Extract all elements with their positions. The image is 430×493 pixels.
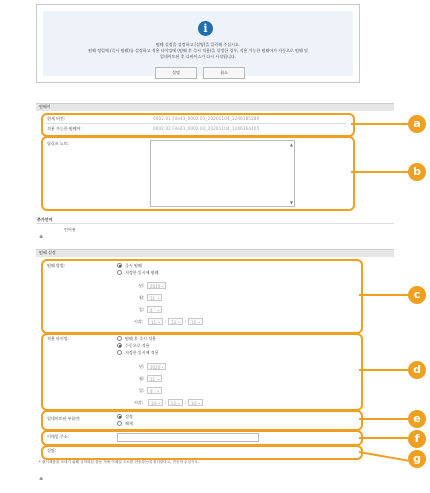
schedule-month-select[interactable]: 11 ⌄	[147, 294, 162, 301]
info-icon: i	[198, 21, 213, 36]
email-label: 이메일 주소:	[47, 434, 69, 439]
notice-panel	[36, 4, 360, 83]
update-notification-label: 업데이트된 부품만:	[47, 416, 81, 421]
callout-f: f	[408, 430, 426, 448]
callout-e: e	[408, 410, 426, 428]
update-on-radio[interactable]	[117, 414, 122, 419]
leader-line-d	[359, 369, 409, 371]
distribution-section-title: 펌웨 설정	[39, 250, 56, 255]
schedule-scheduled-label: 지정한 일시에 펌웨	[125, 270, 159, 275]
apply-year-label: 년:	[139, 364, 145, 369]
time-separator: :	[165, 319, 167, 324]
footnote: * 출시제품을 보내기 위해 규칙화된 을운 적에 이메일 주소를 전송하는데 정의한다고, 전송하 수십시오.	[39, 460, 200, 464]
apply-minute-select[interactable]: 33 ⌄	[168, 399, 183, 406]
applicable-firmware-label: 적용 가능한 펌웨어:	[47, 126, 82, 131]
description-label: 설명:	[47, 448, 57, 453]
current-version-label: 현재 버전:	[47, 116, 66, 121]
email-input[interactable]	[117, 433, 259, 442]
apply-second-select[interactable]: 10 ⌄	[188, 399, 203, 406]
notice-line-1: 펌웨 설정을 설정하고 [설명]을 클릭해 주십시오.	[155, 42, 241, 47]
schedule-immediate-radio[interactable]	[117, 263, 122, 268]
callout-c: c	[408, 286, 426, 304]
row-divider	[36, 223, 394, 224]
release-notes-textarea[interactable]	[150, 140, 295, 207]
callout-d: d	[408, 361, 426, 379]
apply-hour-select[interactable]: 14 ⌄	[148, 399, 163, 406]
apply-manual-radio[interactable]	[117, 343, 122, 348]
schedule-month-label: 월:	[139, 295, 145, 300]
schedule-year-label: 년:	[139, 283, 145, 288]
apply-scheduled-label: 지정한 일시에 적용	[125, 350, 159, 355]
schedule-scheduled-radio[interactable]	[117, 270, 122, 275]
scroll-down-icon[interactable]: ▼	[289, 200, 293, 205]
language-value: 인어권	[64, 227, 76, 232]
apply-time-label: 시각:	[134, 400, 144, 405]
apply-month-label: 월:	[139, 376, 145, 381]
update-on-label: 설정	[125, 414, 133, 419]
time-separator: :	[185, 400, 187, 405]
current-version-value: 0002.01 File43_0002.01_20201104_1246185289	[153, 116, 260, 121]
apply-month-select[interactable]: 11 ⌄	[147, 375, 162, 382]
schedule-year-select[interactable]: 2020 ⌄	[147, 282, 166, 289]
schedule-hour-select[interactable]: 11 ⌄	[148, 318, 163, 325]
notice-line-3: 업데이트된 후 디바이스가 다시 시작됩니다.	[160, 54, 236, 59]
leader-line-c	[359, 294, 409, 296]
leader-line-a	[351, 123, 409, 125]
schedule-day-label: 일:	[139, 307, 145, 312]
sort-icon[interactable]: ≛	[39, 235, 44, 241]
applicable-firmware-value: 0002.02 File43_0002.02_20201104_1246264405	[153, 126, 260, 131]
apply-manual-label: 수동으로 적용	[125, 343, 150, 348]
schedule-day-select[interactable]: 4 ⌄	[147, 306, 162, 313]
firmware-section-header	[36, 103, 394, 111]
update-off-radio[interactable]	[117, 421, 122, 426]
callout-a: a	[408, 115, 426, 133]
leader-line-f	[359, 437, 409, 439]
leader-line-e	[359, 418, 409, 420]
apply-scheduled-radio[interactable]	[117, 350, 122, 355]
time-separator: :	[165, 400, 167, 405]
notice-line-2: 펌웨 정렬에 (즉시 펌웨)를 설정하고 적용 타이밍에 (펌웨 후 즉시 적용)을 설정한 경우, 적용 가능한 펌웨어가 자동으로 펌웨 및	[88, 48, 308, 53]
apply-after-distribution-label: 펌웨 후 즉시 적용	[125, 336, 156, 341]
apply-day-select[interactable]: 4 ⌄	[147, 387, 162, 394]
schedule-immediate-label: 즉시 펌웨	[125, 263, 142, 268]
sort-icon[interactable]: ≛	[39, 477, 44, 483]
schedule-minute-select[interactable]: 33 ⌄	[168, 318, 183, 325]
distribution-section-header	[36, 249, 394, 257]
release-notes-label: 릴리즈 노트:	[47, 141, 69, 146]
notice-message	[57, 42, 339, 60]
time-separator: :	[185, 319, 187, 324]
callout-g: g	[408, 450, 426, 468]
callout-b: b	[408, 163, 426, 181]
highlight-g	[41, 445, 363, 460]
row-divider	[46, 123, 346, 124]
apply-after-distribution-radio[interactable]	[117, 336, 122, 341]
notice-inner	[43, 11, 353, 76]
leader-line-b	[351, 171, 409, 173]
highlight-e	[41, 410, 363, 431]
update-off-label: 해제	[125, 421, 133, 426]
apply-timing-label: 적용 타이밍:	[47, 336, 69, 341]
cancel-button[interactable]: 취소	[203, 67, 245, 79]
firmware-section-title: 펌웨어	[39, 104, 51, 109]
apply-day-label: 일:	[139, 388, 145, 393]
schedule-time-label: 시각:	[134, 319, 144, 324]
supplement-section-title: 추가언어	[37, 217, 53, 222]
apply-year-select[interactable]: 2020 ⌄	[147, 363, 166, 370]
scroll-up-icon[interactable]: ▲	[289, 142, 293, 147]
schedule-second-select[interactable]: 10 ⌄	[188, 318, 203, 325]
schedule-label: 펌웨 방법:	[47, 263, 66, 268]
ok-button[interactable]: 설명	[155, 67, 197, 79]
